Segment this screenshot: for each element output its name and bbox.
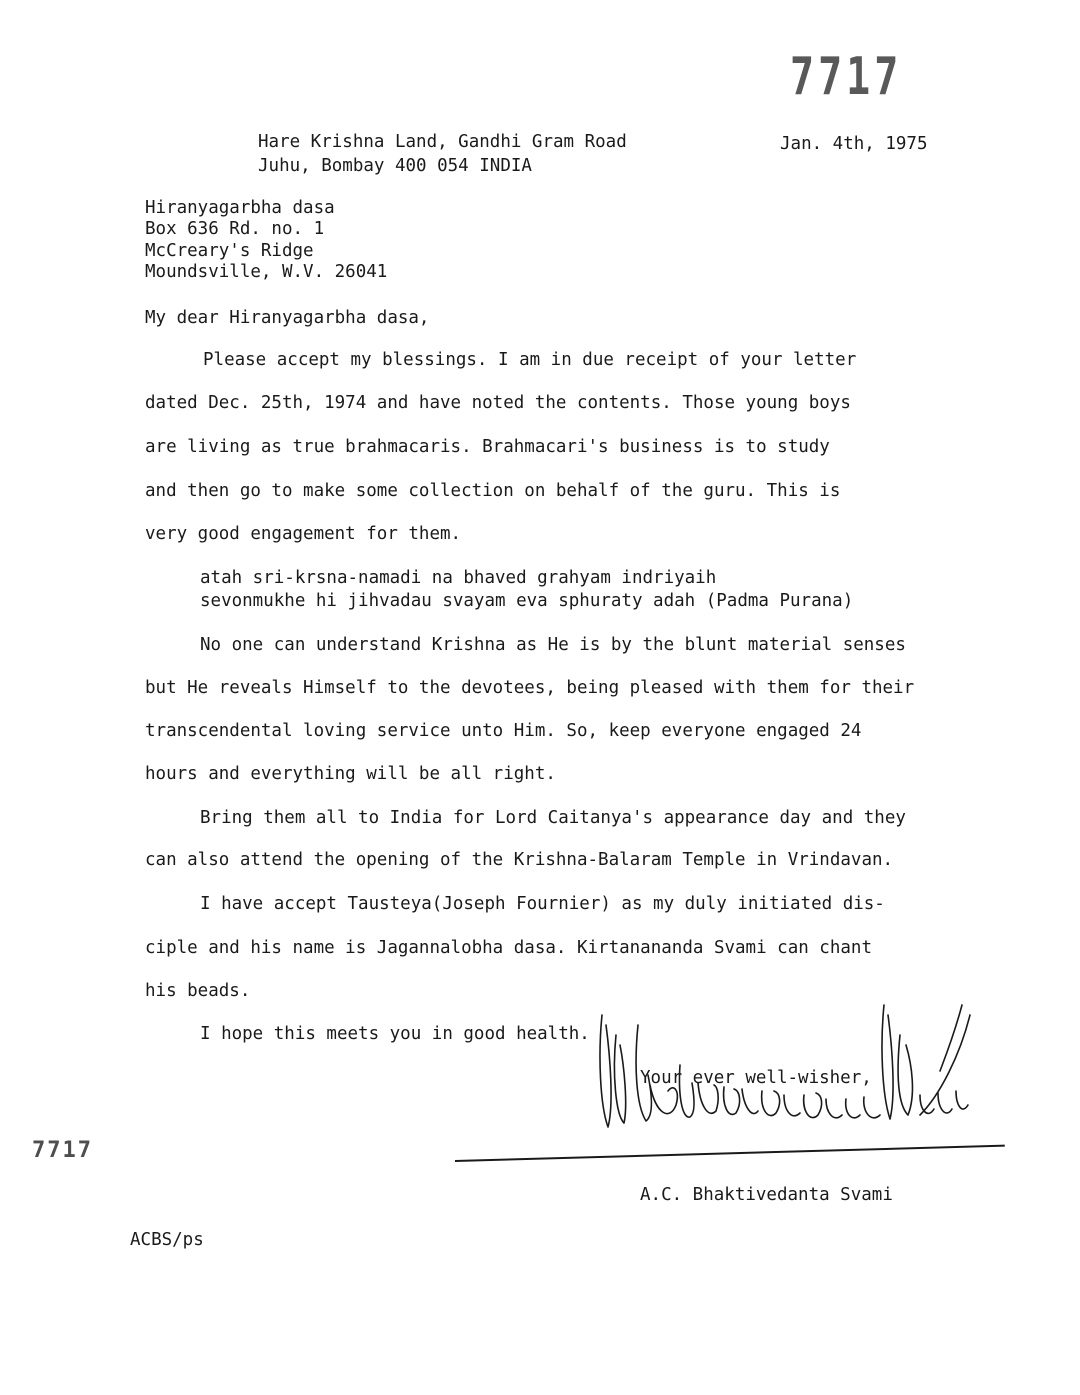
handwritten-signature — [590, 995, 990, 1145]
para1-line-1: Please accept my blessings. I am in due receipt of your letter — [203, 350, 857, 370]
recipient-line-2: Box 636 Rd. no. 1 — [145, 219, 325, 239]
recipient-line-4: Moundsville, W.V. 26041 — [145, 262, 388, 282]
para1-line-3: are living as true brahmacaris. Brahmacari's business is to study — [145, 437, 830, 457]
verse-line-2: sevonmukhe hi jihvadau svayam eva sphuraty adah (Padma Purana) — [200, 591, 854, 611]
para1-line-2: dated Dec. 25th, 1974 and have noted the contents. Those young boys — [145, 393, 851, 413]
signature-rule — [455, 1145, 1005, 1162]
archive-stamp-top: 7717 — [790, 47, 903, 107]
valediction: Your ever well-wisher, — [640, 1068, 872, 1088]
closing-line: I hope this meets you in good health. — [200, 1024, 590, 1044]
para2-line-3: transcendental loving service unto Him. So, keep everyone engaged 24 — [145, 721, 862, 741]
reference-initials: ACBS/ps — [130, 1230, 204, 1250]
para4-line-3: his beads. — [145, 981, 251, 1001]
sender-address-line-2: Juhu, Bombay 400 054 INDIA — [258, 156, 532, 176]
recipient-line-3: McCreary's Ridge — [145, 241, 314, 261]
sender-address-line-1: Hare Krishna Land, Gandhi Gram Road — [258, 132, 627, 152]
letter-date: Jan. 4th, 1975 — [780, 134, 928, 154]
recipient-line-1: Hiranyagarbha dasa — [145, 198, 335, 218]
para1-line-4: and then go to make some collection on behalf of the guru. This is — [145, 481, 841, 501]
para3-line-2: can also attend the opening of the Krishna-Balaram Temple in Vrindavan. — [145, 850, 894, 870]
para4-line-2: ciple and his name is Jagannalobha dasa. Kirtanananda Svami can chant — [145, 938, 872, 958]
signatory-name: A.C. Bhaktivedanta Svami — [640, 1185, 893, 1205]
verse-line-1: atah sri-krsna-namadi na bhaved grahyam indriyaih — [200, 568, 717, 588]
archive-stamp-left: 7717 — [32, 1138, 93, 1163]
para2-line-4: hours and everything will be all right. — [145, 764, 556, 784]
para2-line-2: but He reveals Himself to the devotees, being pleased with them for their — [145, 678, 915, 698]
para1-line-5: very good engagement for them. — [145, 524, 462, 544]
para3-line-1: Bring them all to India for Lord Caitanya's appearance day and they — [200, 808, 906, 828]
para4-line-1: I have accept Tausteya(Joseph Fournier) as my duly initiated dis- — [200, 894, 885, 914]
para2-line-1: No one can understand Krishna as He is by the blunt material senses — [200, 635, 906, 655]
salutation: My dear Hiranyagarbha dasa, — [145, 308, 430, 328]
